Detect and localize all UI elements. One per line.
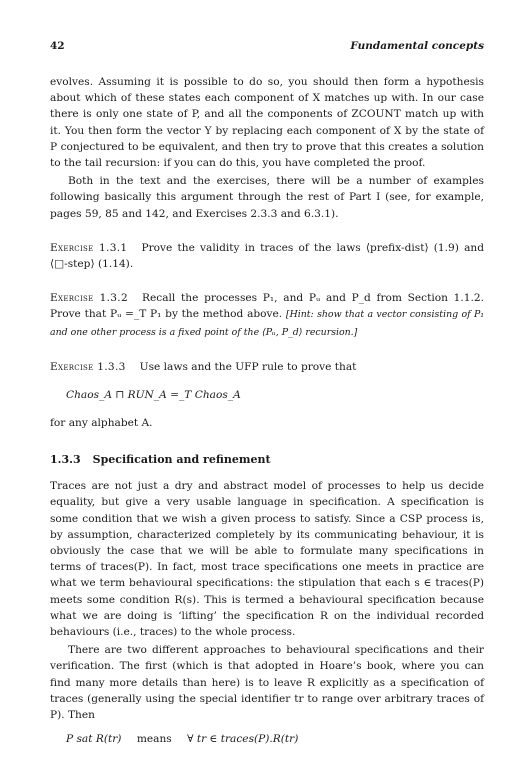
exercise-label: Exercise 1.3.1	[50, 241, 128, 254]
paragraph: Traces are not just a dry and abstract model of processes to help us decide equality, but give a very usable language in specification. A specification is some condition that we wish a given process to satisfy. Since a CSP process is, by assumption, characterized completely by its communicating behaviour, it is obviously the case that we will be able to formulate many specifications in terms of traces(P). In fact, most trace specifications one meets in practice are what we term behavioural specifications: the stipulation that each s ∈ traces(P) meets some condition R(s). This is termed a behavioural specification because what we are doing is ‘lifting’ the specification R on the individual recorded behaviours (i.e., traces) to the whole process.	[50, 480, 484, 639]
section-number: 1.3.3	[50, 453, 81, 467]
exercise-text: Recall the processes P₁, and Pᵤ and P_d from Section 1.1.2. Prove that Pᵤ =_T P₁ by the method above.	[50, 292, 485, 321]
exercise-1-3-3	[50, 359, 484, 375]
running-title: Fundamental concepts	[350, 40, 484, 52]
page-header	[50, 40, 484, 52]
display-formula: Chaos_A ⊓ RUN_A =_T Chaos_A	[66, 389, 241, 402]
exercise-hint: [Hint: show that a vector consisting of P₁ and one other process is a fixed point of the ⟨Pᵤ, P_d⟩ recursion.]	[50, 309, 485, 338]
exercise-text: Use laws and the UFP rule to prove that	[139, 360, 357, 373]
exercise-1-3-1	[50, 240, 484, 272]
page-number: 42	[50, 40, 65, 52]
exercise-label: Exercise 1.3.3	[50, 360, 126, 373]
formula-lhs: P sat R(tr)	[66, 733, 122, 746]
exercise-1-3-2	[50, 290, 484, 341]
paragraph: There are two different approaches to behavioural specifications and their verification. The first (which is that adopted in Hoare’s book, where you can find many more details than here) is to leave R explicitly as a specification of traces (generally using the special identifier tr to range over arbitrary traces of P). Then	[50, 644, 484, 722]
exercise-text: Prove the validity in traces of the laws ⟨prefix-dist⟩ (1.9) and ⟨□-step⟩ (1.14).	[50, 241, 484, 271]
formula-rhs: ∀ tr ∈ traces(P).R(tr)	[187, 733, 299, 746]
paragraph: Both in the text and the exercises, there will be a number of examples following basically this argument through the rest of Part I (see, for example, pages 59, 85 and 142, and Exercises 2.3.3 and 6.3.1).	[50, 175, 484, 220]
formula-middle: means	[136, 733, 172, 746]
section-heading	[50, 453, 484, 466]
book-page	[50, 40, 484, 745]
paragraph: for any alphabet A.	[50, 417, 153, 430]
paragraph: evolves. Assuming it is possible to do so, you should then form a hypothesis about which of these states each component of X matches up with. In our case there is only one state of P, and all the components of ZCOUNT match up with it. You then form the vector Y by replacing each component of X by the state of P conjectured to be equivalent, and then try to prove that this creates a solution to the tail recursion: if you can do this, you have completed the proof.	[50, 76, 484, 170]
section-title: Specification and refinement	[92, 453, 271, 467]
final-formula	[66, 733, 484, 745]
exercise-label: Exercise 1.3.2	[50, 292, 129, 305]
